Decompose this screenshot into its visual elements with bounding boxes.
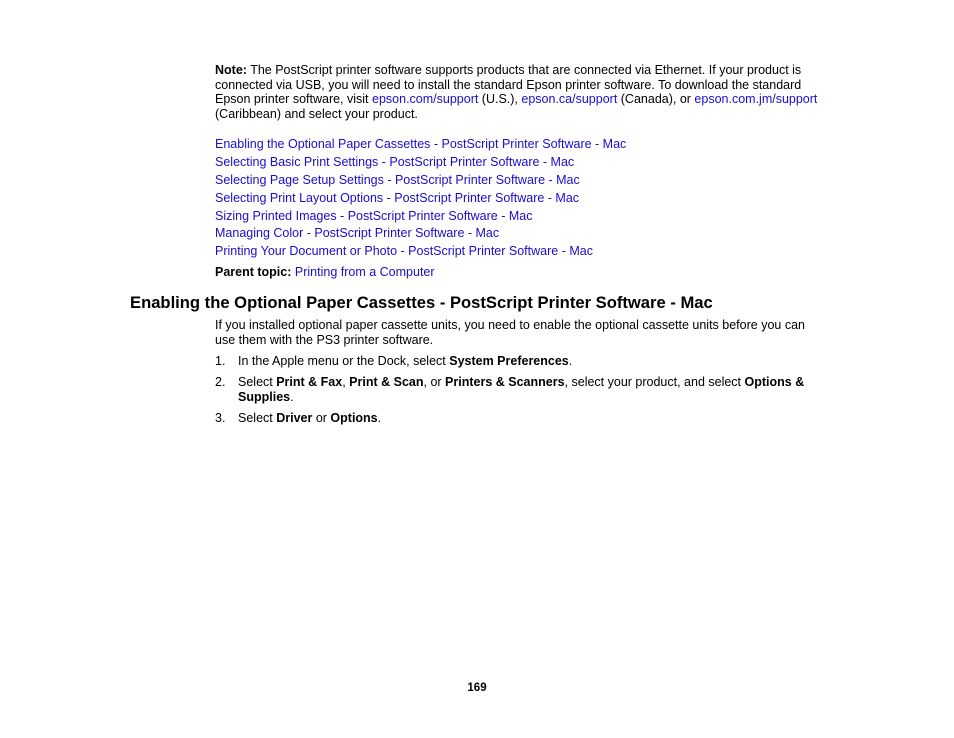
- note-text-4: (Caribbean) and select your product.: [215, 106, 418, 121]
- step-text-part: , select your product, and select: [564, 375, 745, 389]
- note-text-2: (U.S.),: [478, 92, 522, 106]
- list-item: [215, 191, 626, 209]
- step-text-part: ,: [342, 375, 350, 389]
- section-heading: Enabling the Optional Paper Cassettes - PostScript Printer Software - Mac: [130, 293, 713, 312]
- step-text-part: .: [377, 410, 382, 425]
- link-sizing-printed-images[interactable]: Sizing Printed Images - PostScript Printer Software - Mac: [215, 208, 533, 223]
- step-bold-part: Driver: [276, 410, 313, 425]
- step-item: [215, 354, 830, 369]
- step-bold-part: Options: [330, 410, 378, 425]
- step-text-part: or: [312, 410, 331, 425]
- note-text-3: (Canada), or: [617, 92, 695, 106]
- step-text-part: .: [290, 389, 294, 404]
- step-text: [238, 411, 830, 426]
- parent-topic: [215, 265, 435, 280]
- list-item: [215, 244, 626, 262]
- section-intro: If you installed optional paper cassette units, you need to enable the optional cassette units before you can use them with the PS3 printer software.: [215, 318, 805, 347]
- step-item: [215, 411, 830, 426]
- list-item: [215, 173, 626, 191]
- list-item: [215, 155, 626, 173]
- step-bold-part: System Preferences: [449, 354, 569, 368]
- step-bold-part: Print & Fax: [276, 375, 343, 389]
- list-item: [215, 137, 626, 155]
- step-text-part: Select: [238, 410, 277, 425]
- parent-topic-label: Parent topic:: [215, 265, 292, 279]
- page-number: 169: [467, 682, 487, 694]
- link-selecting-print-layout-options[interactable]: Selecting Print Layout Options - PostScript Printer Software - Mac: [215, 190, 580, 205]
- step-text-part: .: [568, 354, 573, 368]
- step-text-part: Select: [238, 375, 277, 389]
- step-text-part: In the Apple menu or the Dock, select: [238, 354, 450, 368]
- step-number: 3.: [215, 410, 226, 425]
- steps-list: [215, 354, 830, 432]
- link-enabling-optional-paper-cassettes[interactable]: Enabling the Optional Paper Cassettes - PostScript Printer Software - Mac: [215, 137, 627, 151]
- epson-ca-support-link[interactable]: epson.ca/support: [521, 92, 618, 106]
- step-text-part: , or: [423, 375, 446, 389]
- link-selecting-basic-print-settings[interactable]: Selecting Basic Print Settings - PostScript Printer Software - Mac: [215, 154, 575, 169]
- parent-topic-link[interactable]: Printing from a Computer: [294, 265, 435, 279]
- epson-us-support-link[interactable]: epson.com/support: [372, 92, 479, 106]
- related-topics-list: [215, 137, 626, 262]
- step-text: [238, 375, 830, 404]
- epson-jm-support-link[interactable]: epson.com.jm/support: [694, 92, 818, 106]
- step-text: [238, 354, 830, 369]
- list-item: [215, 209, 626, 227]
- link-selecting-page-setup-settings[interactable]: Selecting Page Setup Settings - PostScript Printer Software - Mac: [215, 172, 580, 187]
- step-number: 1.: [215, 354, 226, 368]
- note-label: Note:: [215, 63, 247, 77]
- step-bold-part: Print & Scan: [349, 375, 424, 389]
- step-bold-part: Options & Supplies: [238, 375, 805, 404]
- step-number: 2.: [215, 375, 226, 389]
- step-bold-part: Printers & Scanners: [445, 375, 565, 389]
- note-paragraph: [215, 63, 825, 121]
- note-text-1: The PostScript printer software supports products that are connected via Ethernet. If your product is connected via USB, you will need to install the standard Epson printer software. To download the standard Epson printer software, visit: [215, 63, 802, 106]
- list-item: [215, 226, 626, 244]
- step-item: [215, 375, 830, 404]
- link-managing-color[interactable]: Managing Color - PostScript Printer Software - Mac: [215, 226, 500, 241]
- link-printing-your-document-or-photo[interactable]: Printing Your Document or Photo - PostScript Printer Software - Mac: [215, 244, 593, 259]
